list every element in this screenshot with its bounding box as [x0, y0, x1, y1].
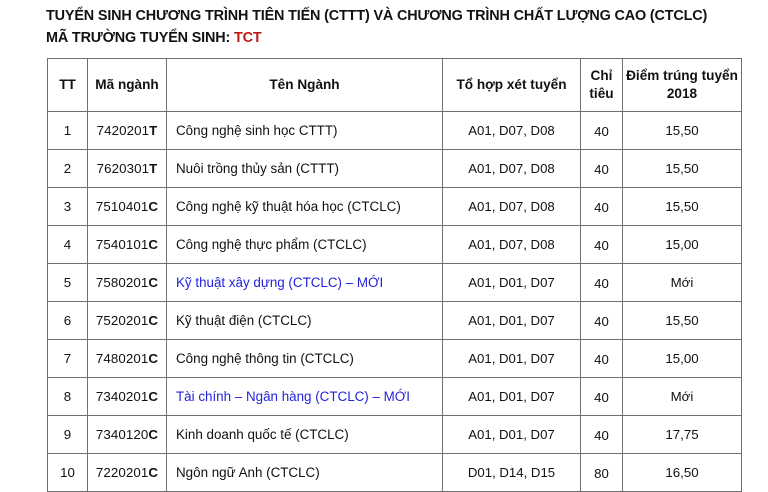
cell-major-code — [88, 454, 167, 492]
cell-major-code — [88, 150, 167, 188]
cell-quota: 40 — [581, 378, 623, 416]
document-heading — [0, 6, 768, 49]
table-row — [48, 226, 742, 264]
table-header — [48, 59, 742, 112]
cell-major-code — [88, 188, 167, 226]
cell-major-name: Công nghệ kỹ thuật hóa học (CTCLC) — [167, 188, 443, 226]
major-code-number: 7420201 — [96, 123, 150, 138]
cell-quota: 40 — [581, 112, 623, 150]
cell-benchmark-score: Mới — [623, 264, 742, 302]
cell-major-code — [88, 302, 167, 340]
admissions-table-container — [0, 58, 768, 492]
major-code-number: 7520201 — [95, 313, 149, 328]
major-code-number: 7510401 — [95, 199, 149, 214]
cell-major-name: Kinh doanh quốc tế (CTCLC) — [167, 416, 443, 454]
major-code-suffix: T — [149, 123, 158, 138]
cell-index: 8 — [48, 378, 88, 416]
cell-index: 6 — [48, 302, 88, 340]
cell-subject-combination: A01, D01, D07 — [443, 264, 581, 302]
major-code-number: 7220201 — [95, 465, 149, 480]
cell-benchmark-score: 15,00 — [623, 340, 742, 378]
heading-line-programs: TUYỂN SINH CHƯƠNG TRÌNH TIÊN TIẾN (CTTT) VÀ CHƯƠNG TRÌNH CHẤT LƯỢNG CAO (CTCLC) — [46, 8, 708, 24]
admissions-table — [47, 58, 742, 492]
column-header-quota: Chỉ tiêu — [581, 59, 623, 112]
major-code-suffix: C — [148, 237, 159, 252]
major-code-suffix: C — [148, 351, 159, 366]
cell-quota: 80 — [581, 454, 623, 492]
cell-index: 5 — [48, 264, 88, 302]
school-code-value: TCT — [234, 30, 262, 46]
cell-index: 7 — [48, 340, 88, 378]
cell-subject-combination: A01, D07, D08 — [443, 112, 581, 150]
table-row — [48, 264, 742, 302]
school-code-label: MÃ TRƯỜNG TUYỂN SINH: — [46, 30, 231, 46]
column-header-score: Điểm trúng tuyển 2018 — [623, 59, 742, 112]
major-code-suffix: C — [148, 389, 159, 404]
major-code-suffix: C — [148, 465, 159, 480]
cell-benchmark-score: Mới — [623, 378, 742, 416]
cell-major-name: Công nghệ thực phẩm (CTCLC) — [167, 226, 443, 264]
major-code-suffix: C — [148, 313, 159, 328]
cell-major-code — [88, 112, 167, 150]
cell-major-name: Nuôi trồng thủy sản (CTTT) — [167, 150, 443, 188]
cell-subject-combination: A01, D01, D07 — [443, 302, 581, 340]
cell-benchmark-score: 15,50 — [623, 150, 742, 188]
cell-major-code — [88, 416, 167, 454]
cell-subject-combination: A01, D01, D07 — [443, 340, 581, 378]
table-body — [48, 112, 742, 492]
cell-index: 10 — [48, 454, 88, 492]
major-code-suffix: T — [149, 161, 158, 176]
cell-subject-combination: A01, D07, D08 — [443, 226, 581, 264]
major-code-suffix: C — [148, 427, 159, 442]
table-row — [48, 340, 742, 378]
table-row — [48, 150, 742, 188]
major-code-number: 7480201 — [95, 351, 149, 366]
cell-benchmark-score: 17,75 — [623, 416, 742, 454]
major-code-number: 7340201 — [95, 389, 149, 404]
cell-index: 9 — [48, 416, 88, 454]
cell-major-name: Tài chính – Ngân hàng (CTCLC) – MỚI — [167, 378, 443, 416]
cell-quota: 40 — [581, 188, 623, 226]
cell-quota: 40 — [581, 416, 623, 454]
cell-index: 4 — [48, 226, 88, 264]
cell-index: 1 — [48, 112, 88, 150]
column-header-code: Mã ngành — [88, 59, 167, 112]
cell-major-code — [88, 378, 167, 416]
cell-quota: 40 — [581, 302, 623, 340]
cell-benchmark-score: 15,50 — [623, 112, 742, 150]
column-header-combo: Tổ hợp xét tuyển — [443, 59, 581, 112]
table-header-row — [48, 59, 742, 112]
cell-major-code — [88, 226, 167, 264]
table-row — [48, 378, 742, 416]
major-code-number: 7580201 — [95, 275, 149, 290]
cell-index: 2 — [48, 150, 88, 188]
cell-major-name: Ngôn ngữ Anh (CTCLC) — [167, 454, 443, 492]
cell-quota: 40 — [581, 264, 623, 302]
cell-major-name: Công nghệ thông tin (CTCLC) — [167, 340, 443, 378]
column-header-tt: TT — [48, 59, 88, 112]
major-code-suffix: C — [148, 275, 159, 290]
cell-subject-combination: A01, D07, D08 — [443, 188, 581, 226]
cell-benchmark-score: 15,50 — [623, 302, 742, 340]
table-row — [48, 112, 742, 150]
table-row — [48, 416, 742, 454]
cell-major-name: Kỹ thuật điện (CTCLC) — [167, 302, 443, 340]
table-row — [48, 188, 742, 226]
column-header-name: Tên Ngành — [167, 59, 443, 112]
cell-subject-combination: A01, D01, D07 — [443, 416, 581, 454]
cell-major-name: Công nghệ sinh học CTTT) — [167, 112, 443, 150]
cell-major-name: Kỹ thuật xây dựng (CTCLC) – MỚI — [167, 264, 443, 302]
cell-subject-combination: D01, D14, D15 — [443, 454, 581, 492]
cell-subject-combination: A01, D01, D07 — [443, 378, 581, 416]
cell-major-code — [88, 340, 167, 378]
cell-quota: 40 — [581, 226, 623, 264]
cell-benchmark-score: 15,50 — [623, 188, 742, 226]
cell-quota: 40 — [581, 340, 623, 378]
table-row — [48, 302, 742, 340]
major-code-number: 7340120 — [95, 427, 149, 442]
cell-index: 3 — [48, 188, 88, 226]
heading-line-school-code — [46, 28, 754, 49]
cell-subject-combination: A01, D07, D08 — [443, 150, 581, 188]
major-code-suffix: C — [148, 199, 159, 214]
major-code-number: 7620301 — [96, 161, 150, 176]
major-code-number: 7540101 — [95, 237, 149, 252]
cell-quota: 40 — [581, 150, 623, 188]
cell-benchmark-score: 15,00 — [623, 226, 742, 264]
cell-benchmark-score: 16,50 — [623, 454, 742, 492]
table-row — [48, 454, 742, 492]
cell-major-code — [88, 264, 167, 302]
